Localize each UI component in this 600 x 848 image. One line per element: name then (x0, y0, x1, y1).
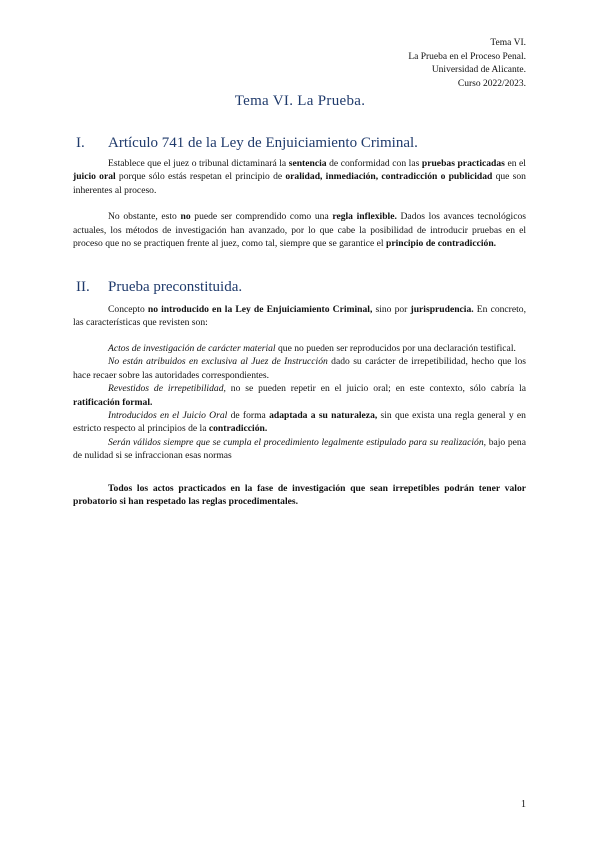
text-run: no se pueden repetir en el juicio oral; en este contexto, sólo cabría la (225, 383, 526, 395)
conclusion-block (73, 482, 526, 509)
conclusion-paragraph (73, 482, 526, 509)
characteristics-list (73, 342, 526, 463)
bold-run: sentencia (288, 158, 327, 169)
italic-run: Introducidos en el Juicio Oral (108, 410, 228, 422)
bold-run: ratificación formal. (73, 396, 153, 408)
text-run: que no pueden ser reproducidos por una declaración testifical. (275, 343, 516, 354)
bold-run: jurisprudencia. (410, 304, 474, 315)
italic-run: Actos de investigación de carácter material (108, 343, 276, 354)
section-heading-1 (76, 135, 418, 152)
bold-run: no (180, 211, 191, 223)
bold-run: adaptada a su naturaleza, (269, 410, 378, 422)
text-run: Concepto (108, 304, 148, 315)
list-item (73, 409, 526, 436)
page-number: 1 (521, 799, 526, 810)
bold-run: juicio oral (73, 171, 116, 183)
header-line: La Prueba en el Proceso Penal. (408, 51, 526, 62)
document-title: Tema VI. La Prueba. (234, 93, 366, 109)
section-title: Artículo 741 de la Ley de Enjuiciamiento Criminal. (108, 135, 418, 151)
text-run: puede ser comprendido como una (190, 211, 333, 223)
section-heading-2 (76, 279, 242, 296)
paragraph (73, 210, 526, 250)
text-run: En concreto, las características que revisten son: (73, 304, 526, 329)
section-1-body (73, 157, 526, 250)
header-line: Universidad de Alicante. (431, 65, 526, 75)
text-run: de conformidad con las (326, 158, 422, 169)
section-title: Prueba preconstituida. (108, 279, 243, 295)
running-header (408, 37, 526, 91)
italic-run: Revestidos de irrepetibilidad, (108, 383, 226, 395)
list-item (73, 436, 526, 463)
section-2-intro (73, 303, 526, 330)
bold-run: regla inflexible. (332, 211, 397, 223)
text-run: en el (504, 158, 526, 169)
list-item (73, 355, 526, 382)
paragraph (73, 303, 526, 330)
text-run: porque sólo estás respetan el principio de (115, 171, 286, 183)
text-run: sin que exista una regla general y en estricto respecto al principios de la (73, 410, 526, 435)
bold-run: pruebas practicadas (421, 158, 505, 169)
bold-run: Todos los actos practicados en la fase de investigación que sean irrepetibles podrán tener valor probatorio si han respetado las reglas procedimentales. (73, 483, 526, 508)
header-line: Tema VI. (490, 38, 526, 48)
header-line: Curso 2022/2023. (457, 78, 526, 89)
italic-run: Serán válidos siempre que se cumpla el procedimiento legalmente estipulado para su realización, (108, 436, 487, 448)
bold-run: contradicción. (208, 423, 268, 435)
italic-run: No están atribuidos en exclusiva al Juez de Instrucción (108, 356, 328, 368)
text-run: sino por (372, 304, 411, 315)
text-run: dado su carácter de irrepetibilidad, hecho que los hace recaer sobre las autoridades correspondientes. (73, 356, 526, 381)
text-run: Dados los avances tecnológicos actuales, los métodos de investigación han avanzado, por lo que cabe la posibilidad de introducir pruebas en el proceso que no se practiquen frente al juez, como tal, siempre que se garantice el (73, 211, 526, 250)
bold-run: no introducido en la Ley de Enjuiciamiento Criminal, (147, 304, 373, 315)
text-run: que son inherentes al proceso. (73, 171, 526, 196)
bold-run: principio de contradicción. (386, 238, 497, 250)
text-run: Establece que el juez o tribunal dictaminará la (108, 158, 289, 169)
text-run: No obstante, esto (108, 211, 181, 223)
list-item (73, 342, 526, 355)
paragraph (73, 157, 526, 197)
bold-run: oralidad, inmediación, contradicción o publicidad (285, 171, 493, 183)
text-run: bajo pena de nulidad si se infraccionan esas normas (73, 436, 526, 462)
text-run: de forma (227, 410, 270, 422)
section-number: II. (76, 279, 90, 295)
section-number: I. (76, 135, 85, 151)
list-item (73, 382, 526, 409)
